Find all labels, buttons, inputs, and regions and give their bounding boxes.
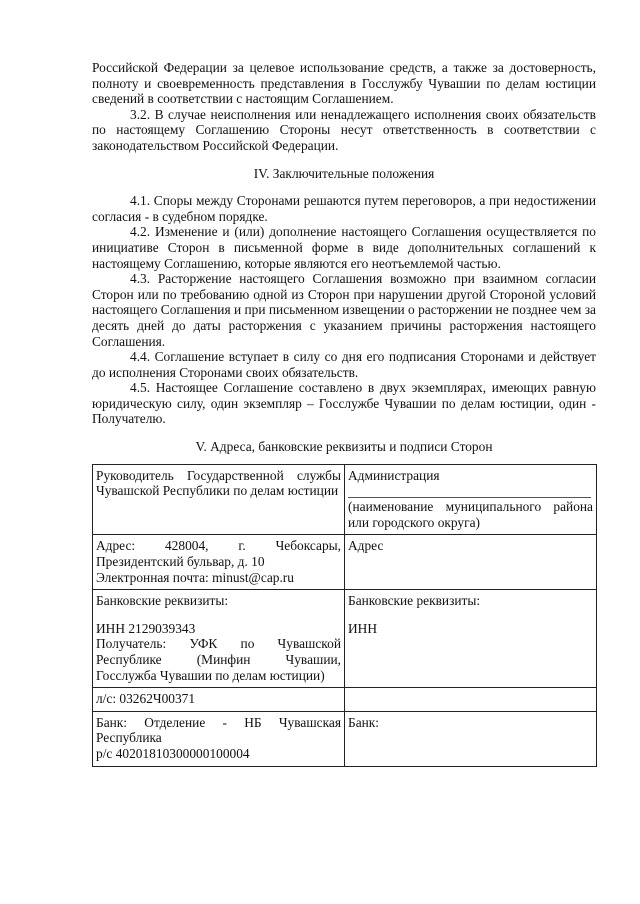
section5-title: V. Адреса, банковские реквизиты и подписи Сторон — [195, 439, 493, 455]
party2-name-blank-line — [348, 483, 591, 498]
party1-personal-account-cell — [93, 688, 345, 712]
party2-bank-label: Банк: — [348, 714, 380, 730]
party2-inn: ИНН — [348, 620, 378, 636]
party1-personal-account: л/с: 03262Ч00371 — [96, 691, 196, 707]
party2-bank-details-cell — [345, 590, 597, 688]
party2-name-note: (наименование муниципального района или городского округа) — [348, 499, 593, 530]
table-row — [93, 711, 597, 766]
clause-4-1: 4.1. Споры между Сторонами решаются путем переговоров, а при недостижении согласия - в судебном порядке. — [92, 193, 596, 224]
party1-inn: ИНН 2129039343 — [96, 620, 196, 636]
party1-name-cell — [93, 464, 345, 535]
table-row — [93, 688, 597, 712]
clause-4-2: 4.2. Изменение и (или) дополнение настоящего Соглашения осуществляется по инициативе Сторон в письменной форме в виде дополнительных соглашений к настоящему Соглашению, которые являются его неотъемлемой частью. — [92, 224, 596, 271]
party1-recipient: Получатель: УФК по Чувашской Республике (Минфин Чувашии, Госслужба Чувашии по делам юстиции) — [96, 636, 341, 683]
party2-title: Администрация — [348, 467, 440, 483]
party1-address: Адрес: 428004, г. Чебоксары, Президентский бульвар, д. 10 — [96, 538, 341, 570]
party1-bank-details-cell — [93, 590, 345, 688]
party1-email: Электронная почта: minust@cap.ru — [96, 569, 294, 585]
party2-name-cell — [345, 464, 597, 535]
table-row — [93, 464, 597, 535]
party2-address-cell — [345, 535, 597, 590]
clause-4-4: 4.4. Соглашение вступает в силу со дня его подписания Сторонами и действует до исполнения Сторонами своих обязательств. — [92, 349, 596, 380]
party1-address-cell — [93, 535, 345, 590]
party1-name: Руководитель Государственной службы Чувашской Республики по делам юстиции — [96, 467, 341, 499]
document-page — [92, 60, 596, 767]
clause-4-3: 4.3. Расторжение настоящего Соглашения возможно при взаимном согласии Сторон или по требованию одной из Сторон при нарушении другой Стороной условий настоящего Соглашения и при письменном извещении о расторжении не позднее чем за десять дней до даты расторжения с указанием причины расторжения настоящего Соглашения. — [92, 271, 596, 349]
party2-address-label: Адрес — [348, 538, 384, 554]
table-row — [93, 535, 597, 590]
party2-personal-account-cell — [345, 688, 597, 712]
party2-bank-cell — [345, 711, 597, 766]
table-row — [93, 590, 597, 688]
party2-bank-details-title: Банковские реквизиты: — [348, 593, 481, 609]
party1-bank: Банк: Отделение - НБ Чувашская Республика — [96, 714, 341, 746]
section3-paragraph-continued: Российской Федерации за целевое использование средств, а также за достоверность, полноту и своевременность представления в Госслужбу Чувашии по делам юстиции сведений в соответствии с настоящим Соглашением. — [92, 60, 596, 107]
party1-settlement-account: р/с 40201810300000100004 — [96, 745, 250, 761]
party1-bank-cell — [93, 711, 345, 766]
clause-3-2: 3.2. В случае неисполнения или ненадлежащего исполнения своих обязательств по настоящему Соглашению Стороны несут ответственность в соответствии с законодательством Российской Федерации. — [92, 106, 596, 153]
clause-4-5: 4.5. Настоящее Соглашение составлено в двух экземплярах, имеющих равную юридическую силу, один экземпляр – Госслужбе Чувашии по делам юстиции, один - Получателю. — [92, 380, 596, 427]
party1-bank-details-title: Банковские реквизиты: — [96, 593, 229, 609]
requisites-table — [92, 464, 597, 767]
section4-title: IV. Заключительные положения — [253, 165, 435, 181]
